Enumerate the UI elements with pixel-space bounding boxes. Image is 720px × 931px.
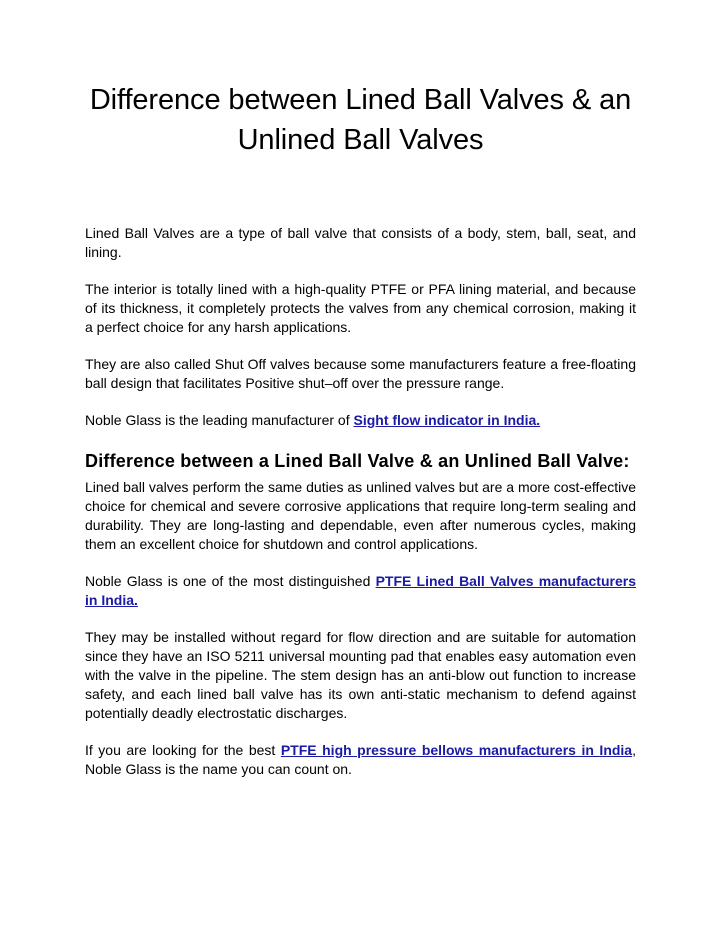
closing-text-before: If you are looking for the best: [85, 742, 281, 758]
ptfe-lined-ball-valves-link[interactable]: PTFE Lined Ball Valves manufacturers in India.: [85, 573, 636, 608]
section-heading: Difference between a Lined Ball Valve & an Unlined Ball Valve:: [85, 451, 630, 471]
comparison-paragraph: Lined ball valves perform the same duties as unlined valves but are a more cost-effective choice for chemical and severe corrosive applications that require long-term sealing and durability. They are long-lasting and dependable, even after numerous cycles, making them an excellent choice for shutdown and control applications.: [85, 479, 636, 552]
sight-flow-indicator-link[interactable]: Sight flow indicator in India.: [353, 412, 541, 428]
lining-paragraph: The interior is totally lined with a high-quality PTFE or PFA lining material, and because of its thickness, it completely protects the valves from any chemical corrosion, making it a perfect choice for any harsh applications.: [85, 281, 636, 335]
intro-paragraph: Lined Ball Valves are a type of ball valve that consists of a body, stem, ball, seat, and lining.: [85, 225, 636, 260]
installation-paragraph: They may be installed without regard for flow direction and are suitable for automation since they have an ISO 5211 universal mounting pad that enables easy automation even with the valve in the pipeline. The stem design has an anti-blow out function to increase safety, and each lined ball valve has its own anti-static mechanism to defend against potentially deadly electrostatic discharges.: [85, 629, 636, 721]
closing-paragraph: [85, 741, 636, 779]
ptfe-bellows-link[interactable]: PTFE high pressure bellows manufacturers in India: [280, 742, 633, 758]
distinguished-text: Noble Glass is one of the most distinguished: [85, 573, 376, 589]
shut-off-paragraph: They are also called Shut Off valves because some manufacturers feature a free-floating ball design that facilitates Positive shut–off over the pressure range.: [85, 356, 636, 391]
closing-text-after: , Noble Glass is the name you can count on.: [85, 742, 636, 777]
document-page: [85, 80, 636, 779]
manufacturer-text: Noble Glass is the leading manufacturer of: [85, 412, 354, 428]
distinguished-paragraph: [85, 572, 636, 610]
manufacturer-paragraph: [85, 411, 636, 430]
document-title: Difference between Lined Ball Valves & an Unlined Ball Valves: [89, 84, 632, 156]
